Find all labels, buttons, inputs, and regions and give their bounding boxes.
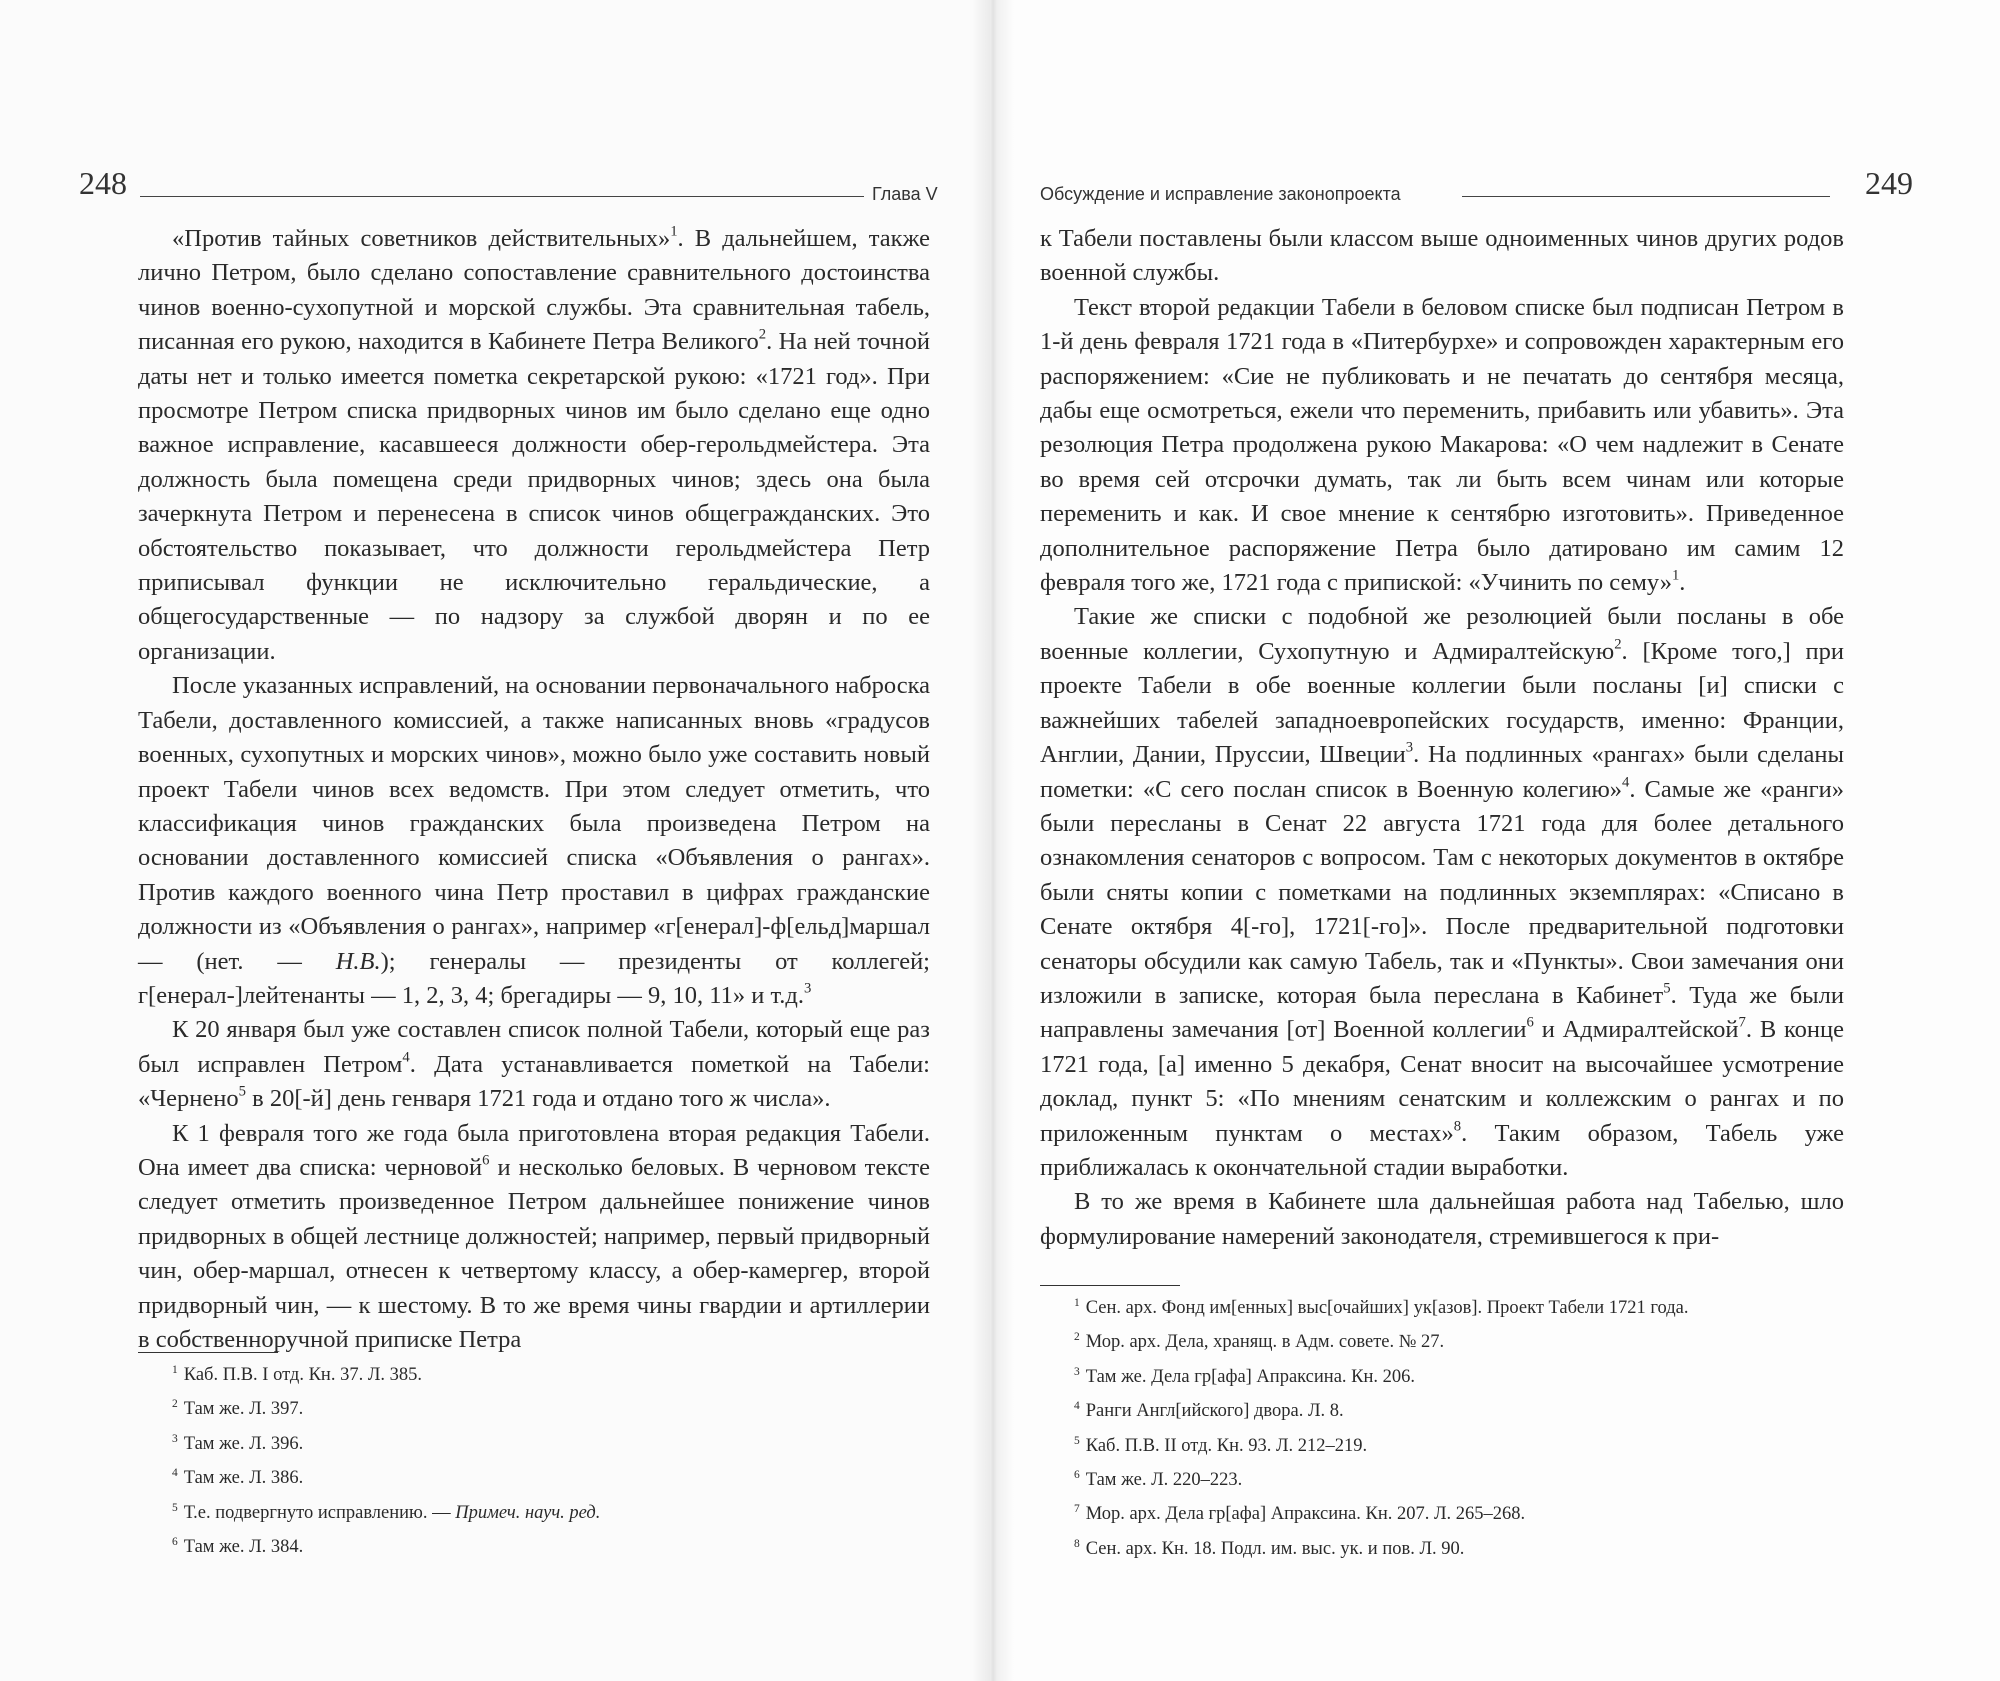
text-run: и Адмиралтейской bbox=[1533, 1016, 1739, 1044]
text-run: «Против тайных советников действительных» bbox=[172, 225, 671, 252]
footnote-number: 1 bbox=[1074, 1297, 1080, 1309]
paragraph bbox=[1040, 1185, 1844, 1254]
footnote-number: 5 bbox=[1074, 1434, 1080, 1447]
text-run: Там же. Дела гр[афа] Апраксина. Кн. 206. bbox=[1085, 1366, 1416, 1387]
text-run: К 1 февраля того же года была приготовлена вторая редакция Табели. Она имеет два списка: черновой bbox=[138, 1119, 930, 1181]
running-head: Глава V bbox=[872, 184, 938, 204]
text-run: . Таким образом, Табель уже приближалась к окончательной стадии выработки. bbox=[1040, 1119, 1844, 1181]
footnote bbox=[138, 1425, 930, 1459]
footnote bbox=[1040, 1358, 1844, 1392]
footnote-ref: 2 bbox=[758, 326, 767, 343]
text-run: Там же. Л. 220–223. bbox=[1085, 1469, 1243, 1490]
text-run: . Туда же были направлены замечания [от] Военной коллегии bbox=[1040, 981, 1844, 1044]
text-run: Каб. П.В. I отд. Кн. 37. Л. 385. bbox=[183, 1364, 422, 1385]
italic-text: Примеч. науч. ред. bbox=[455, 1502, 601, 1523]
paragraph bbox=[1040, 600, 1844, 1185]
footnote-number: 4 bbox=[172, 1467, 178, 1480]
running-head: Обсуждение и исправление законопроекта bbox=[1040, 184, 1401, 204]
text-run: . В дальнейшем, также лично Петром, было сделано сопоставление сравнительного достоинства чинов военно-сухопутной и морской службы. Эта сравнительная табель, писанная его рукою, находится в Кабинете Петра Великого bbox=[138, 225, 930, 356]
footnote-ref: 5 bbox=[238, 1083, 246, 1100]
footnote-ref: 8 bbox=[1453, 1118, 1462, 1135]
footnote-ref: 1 bbox=[1671, 567, 1680, 584]
text-run: . Дата устанавливается пометкой на Табели: «Чернено bbox=[138, 1050, 930, 1113]
text-run: . [Кроме того,] при проекте Табели в обе военные коллегии были посланы [и] списки с важнейших табелей западноевропейских государств, именно: Франции, Англии, Дании, Пруссии, Швеции bbox=[1040, 637, 1844, 769]
right-page bbox=[990, 0, 2000, 1681]
text-run: Там же. Л. 386. bbox=[183, 1468, 304, 1488]
footnote-number: 2 bbox=[1074, 1331, 1080, 1344]
text-run: . bbox=[1679, 569, 1686, 597]
footnote-ref: 3 bbox=[804, 980, 812, 997]
footnote bbox=[138, 1459, 930, 1493]
page-number: 248 bbox=[79, 165, 127, 201]
paragraph bbox=[138, 669, 930, 1013]
text-run: . На ней точной даты нет и только имеется пометка секретарской рукою: «1721 год». При просмотре Петром списка придворных чинов им было сделано еще одно важное исправление, касавшееся должности обер-герольдмейстера. Эта должность была помещена среди придворных чинов; здесь она была зачеркнута Петром и перенесена в список чинов общегражданских. Это обстоятельство показывает, что должности герольдмейстера Петр приписывал функции не исключительно геральдические, а общегосударственные — по надзору за службой дворян и по ее организации. bbox=[138, 328, 930, 665]
text-run: Там же. Л. 396. bbox=[183, 1433, 304, 1454]
text-run: Сен. арх. Кн. 18. Подл. им. выс. ук. и пов. Л. 90. bbox=[1085, 1538, 1465, 1559]
footnote bbox=[1040, 1289, 1844, 1323]
text-run: Там же. Л. 397. bbox=[183, 1399, 304, 1420]
text-run: . В конце 1721 года, [а] именно 5 декабря, Сенат вносит на высочайшее усмотрение доклад, пункт 5: «По мнениям сенатским и коллежским о рангах и по приложенным пунктам о местах» bbox=[1040, 1016, 1844, 1147]
text-run: . На подлинных «рангах» были сделаны пометки: «С сего послан список в Военную колегию» bbox=[1040, 741, 1844, 803]
footnote bbox=[1040, 1495, 1844, 1529]
footnote-ref: 2 bbox=[1614, 636, 1622, 653]
footnote-ref: 1 bbox=[670, 223, 678, 240]
footnote-ref: 4 bbox=[1622, 774, 1630, 791]
page-number: 249 bbox=[1865, 165, 1913, 201]
footnote-number: 6 bbox=[1074, 1468, 1080, 1481]
footnote-number: 5 bbox=[172, 1501, 178, 1514]
text-run: Мор. арх. Дела гр[афа] Апраксина. Кн. 207. Л. 265–268. bbox=[1085, 1504, 1526, 1525]
footnote-ref: 7 bbox=[1738, 1015, 1746, 1032]
paragraph bbox=[138, 1117, 930, 1358]
body-text bbox=[138, 222, 930, 1357]
footnote bbox=[1040, 1427, 1844, 1461]
text-run: Мор. арх. Дела, хранящ. в Адм. совете. № 27. bbox=[1085, 1332, 1445, 1353]
text-run: Т.е. подвергнуто исправлению. — bbox=[183, 1502, 456, 1523]
footnote-ref: 6 bbox=[1526, 1015, 1534, 1032]
footnote-ref: 4 bbox=[402, 1049, 410, 1066]
header-rule bbox=[140, 196, 864, 197]
footnote-number: 7 bbox=[1074, 1503, 1080, 1516]
text-run: Такие же списки с подобной же резолюцией были посланы в обе военные коллегии, Сухопутную и Адмиралтейскую bbox=[1040, 603, 1844, 665]
text-run: Ранги Англ[ийского] двора. Л. 8. bbox=[1085, 1401, 1344, 1421]
paragraph bbox=[138, 1013, 930, 1116]
text-run: После указанных исправлений, на основании первоначального наброска Табели, доставленного комиссией, а также написанных вновь «градусов военных, сухопутных и морских чинов», можно было уже составить новый проект Табели чинов всех ведомств. При этом следует отметить, что классификация чинов гражданских была произведена Петром на основании доставленного комиссией списка «Объявления о рангах». Против каждого военного чина Петр проставил в цифрах гражданские должности из «Объявления о рангах», например «г[енерал]-ф[ельд]маршал — (нет. — bbox=[138, 672, 930, 975]
text-run: В то же время в Кабинете шла дальнейшая работа над Табелью, шло формулирование намерений законодателя, стремившегося к при- bbox=[1040, 1188, 1844, 1250]
text-run: Текст второй редакции Табели в беловом списке был подписан Петром в 1-й день февраля 1721 года в «Питербурхе» и сопровожден характерным его распоряжением: «Сие не публиковать и не печатать до сентября месяца, дабы еще осмотреться, ежели что переменить, прибавить или убавить». Эта резолюция Петра продолжена рукою Макарова: «О чем надлежит в Сенате во время сей отсрочки думать, так ли быть всем чинам или которые переменить и как. И свое мнение к сентябрю изготовить». Приведенное дополнительное распоряжение Петра было датировано им самим 12 февраля того же, 1721 года с припиской: «Учинить по сему» bbox=[1040, 293, 1844, 597]
footnote-number: 3 bbox=[172, 1432, 178, 1445]
footnotes bbox=[1040, 1289, 1844, 1564]
paragraph bbox=[1040, 291, 1844, 601]
footnote-number: 2 bbox=[172, 1398, 178, 1411]
book-spine-shadow bbox=[972, 0, 1014, 1681]
text-run: и несколько беловых. В черновом тексте следует отметить произведенное Петром дальнейшее понижение чинов придворных в общей лестнице должностей; например, первый придворный чин, обер-маршал, отнесен к четвертому классу, а обер-камергер, второй придворный чин, — к шестому. В то же время чины гвардии и артиллерии в собственноручной приписке Петра bbox=[138, 1153, 931, 1353]
footnote bbox=[1040, 1461, 1844, 1495]
footnote bbox=[138, 1528, 930, 1562]
text-run: . Самые же «ранги» были пересланы в Сенат 22 августа 1721 года для более детального ознакомления сенаторов с вопросом. Там с некоторых документов в октябре были сняты копии с пометками на подлинных экземплярах: «Списано в Сенате октября 4[-го], 1721[-го]». После предварительной подготовки сенаторы обсудили как самую Табель, так и «Пункты». Свои замечания они изложили в записке, которая была переслана в Кабинет bbox=[1040, 775, 1844, 1009]
footnote bbox=[138, 1494, 930, 1528]
text-run: в 20[-й] день генваря 1721 года и отдано того ж числа». bbox=[246, 1085, 831, 1113]
footnote bbox=[1040, 1530, 1844, 1564]
text-run: К 20 января был уже составлен список полной Табели, который еще раз был исправлен Петром bbox=[138, 1016, 930, 1078]
text-run: Сен. арх. Фонд им[енных] выс[очайших] ук[азов]. Проект Табели 1721 года. bbox=[1085, 1297, 1689, 1318]
footnote bbox=[138, 1390, 930, 1424]
footnote-number: 6 bbox=[172, 1535, 178, 1548]
paragraph bbox=[138, 222, 930, 669]
body-text bbox=[1040, 222, 1844, 1254]
italic-text: Н.В. bbox=[335, 947, 381, 975]
footnote-number: 4 bbox=[1074, 1400, 1080, 1413]
header-rule bbox=[1462, 196, 1830, 197]
footnote-number: 1 bbox=[172, 1364, 178, 1376]
text-run: Каб. П.В. II отд. Кн. 93. Л. 212–219. bbox=[1085, 1435, 1368, 1456]
text-run: Там же. Л. 384. bbox=[183, 1536, 304, 1557]
text-run: к Табели поставлены были классом выше одноименных чинов других родов военной службы. bbox=[1040, 225, 1844, 287]
paragraph bbox=[1040, 222, 1844, 291]
footnotes bbox=[138, 1356, 930, 1562]
footnote-rule bbox=[138, 1352, 278, 1353]
footnote bbox=[1040, 1323, 1844, 1357]
footnote-ref: 5 bbox=[1663, 980, 1671, 997]
footnote bbox=[1040, 1392, 1844, 1426]
footnote-ref: 3 bbox=[1405, 739, 1414, 756]
footnote bbox=[138, 1356, 930, 1390]
footnote-rule bbox=[1040, 1285, 1180, 1286]
text-run: ); генералы — президенты от коллегей; г[енерал-]лейтенанты — 1, 2, 3, 4; брегадиры — 9, 10, 11» и т.д. bbox=[138, 947, 930, 1009]
footnote-ref: 6 bbox=[482, 1152, 490, 1169]
left-page bbox=[0, 0, 990, 1681]
footnote-number: 8 bbox=[1074, 1537, 1080, 1550]
footnote-number: 3 bbox=[1074, 1365, 1080, 1378]
